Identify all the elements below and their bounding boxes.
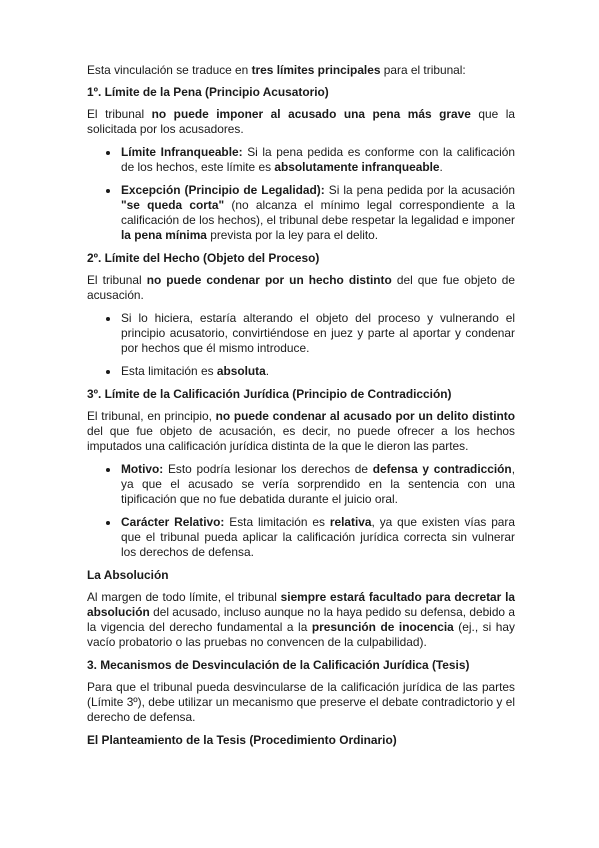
bullet-text-end: . xyxy=(265,364,270,378)
bullet-text: Esta limitación es xyxy=(224,515,330,529)
absolucion-text: Al margen de todo límite, el tribunal xyxy=(87,590,281,604)
limit1-emphasis: no puede imponer al acusado una pena más grave xyxy=(151,107,471,121)
limit1-heading: 1º. Límite de la Pena (Principio Acusatorio) xyxy=(87,85,329,99)
absolucion-heading: La Absolución xyxy=(87,568,169,582)
limit2-paragraph xyxy=(87,273,515,303)
bullet-text-end: . xyxy=(439,160,443,174)
absolucion-text-end: (ej., si hay vacío probatorio o las pruebas no convencen de la culpabilidad). xyxy=(87,620,515,649)
limit2-text-end: del que fue objeto de acusación. xyxy=(87,273,515,302)
bullet-emphasis: la pena mínima xyxy=(121,228,207,242)
limit3-emphasis: no puede condenar al acusado por un delito distinto xyxy=(215,409,516,423)
bullet-text: Si la pena pedida por la acusación xyxy=(324,183,515,197)
bullet-text-end: , ya que existen vías para que el tribunal pueda aplicar la calificación jurídica correcta sin vulnerar los derechos de defensa. xyxy=(121,515,515,559)
limit1-list xyxy=(87,145,515,243)
bullet-text: Si la pena pedida es conforme con la calificación de los hechos, este límite es xyxy=(121,145,515,174)
bullet-emphasis: defensa y contradicción xyxy=(372,462,512,476)
intro-emphasis: tres límites principales xyxy=(251,63,381,77)
bullet-text: Si lo hiciera, estaría alterando el objeto del proceso y vulnerando el principio acusatorio, convirtiéndose en juez y parte al aportar y condenar por hechos que él mismo introduce. xyxy=(121,311,515,355)
bullet-title: Excepción (Principio de Legalidad): xyxy=(121,183,325,197)
bullet-icon xyxy=(106,521,110,525)
bullet-icon xyxy=(106,468,110,472)
bullet-icon xyxy=(106,317,110,321)
intro-text: Esta vinculación se traduce en xyxy=(87,63,252,77)
bullet-text: (no alcanza el mínimo legal correspondiente a la calificación de los hechos), el tribunal debe respetar la legalidad e imponer xyxy=(121,198,515,227)
intro-paragraph xyxy=(87,63,515,78)
limit1-text: El tribunal xyxy=(87,107,152,121)
bullet-text: Esta limitación es xyxy=(121,364,217,378)
bullet-icon xyxy=(106,189,110,193)
absolucion-paragraph xyxy=(87,590,515,650)
section3-paragraph: Para que el tribunal pueda desvincularse de la calificación jurídica de las partes (Límite 3º), debe utilizar un mecanismo que preserve el debate contradictorio y el derecho de defensa. xyxy=(87,680,515,724)
absolucion-text: del acusado, incluso aunque no la haya pedido su defensa, debido a la vigencia del derecho fundamental a la xyxy=(87,605,515,634)
limit1-paragraph xyxy=(87,107,515,137)
list-item xyxy=(87,183,515,243)
section3-heading: 3. Mecanismos de Desvinculación de la Calificación Jurídica (Tesis) xyxy=(87,658,470,672)
bullet-emphasis: relativa xyxy=(329,515,372,529)
absolucion-emphasis: presunción de inocencia xyxy=(311,620,454,634)
bullet-icon xyxy=(106,151,110,155)
bullet-text-end: prevista por la ley para el delito. xyxy=(206,228,379,242)
bullet-emphasis: absoluta xyxy=(216,364,266,378)
bullet-text-end: , ya que el acusado se vería sorprendido en la sentencia con una tipificación que no fue debatida durante el juicio oral. xyxy=(121,462,515,506)
limit2-list xyxy=(87,311,515,379)
list-item xyxy=(87,145,515,175)
limit2-text: El tribunal xyxy=(87,273,147,287)
list-item xyxy=(87,462,515,507)
bullet-emphasis: "se queda corta" xyxy=(121,198,225,212)
bullet-title: Límite Infranqueable: xyxy=(121,145,243,159)
limit1-text-end: que la solicitada por los acusadores. xyxy=(87,107,515,136)
list-item xyxy=(87,364,515,379)
intro-text-end: para el tribunal: xyxy=(380,63,466,77)
limit2-heading: 2º. Límite del Hecho (Objeto del Proceso) xyxy=(87,251,320,265)
bullet-title: Motivo: xyxy=(121,462,164,476)
bullet-title: Carácter Relativo: xyxy=(121,515,225,529)
list-item xyxy=(87,311,515,356)
list-item xyxy=(87,515,515,560)
limit3-heading: 3º. Límite de la Calificación Jurídica (Principio de Contradicción) xyxy=(87,387,452,401)
bullet-text: Esto podría lesionar los derechos de xyxy=(163,462,373,476)
limit3-list xyxy=(87,462,515,560)
document-body xyxy=(87,63,515,755)
limit3-text: El tribunal, en principio, xyxy=(87,409,216,423)
bullet-emphasis: absolutamente infranqueable xyxy=(274,160,440,174)
tesis-heading: El Planteamiento de la Tesis (Procedimiento Ordinario) xyxy=(87,733,397,747)
limit3-text-end: del que fue objeto de acusación, es decir, no puede ofrecer a los hechos imputados una calificación jurídica distinta de la que le dieron las partes. xyxy=(87,424,515,453)
absolucion-emphasis: siempre estará facultado para decretar la absolución xyxy=(87,590,515,619)
limit3-paragraph xyxy=(87,409,515,454)
limit2-emphasis: no puede condenar por un hecho distinto xyxy=(146,273,392,287)
bullet-icon xyxy=(106,370,110,374)
